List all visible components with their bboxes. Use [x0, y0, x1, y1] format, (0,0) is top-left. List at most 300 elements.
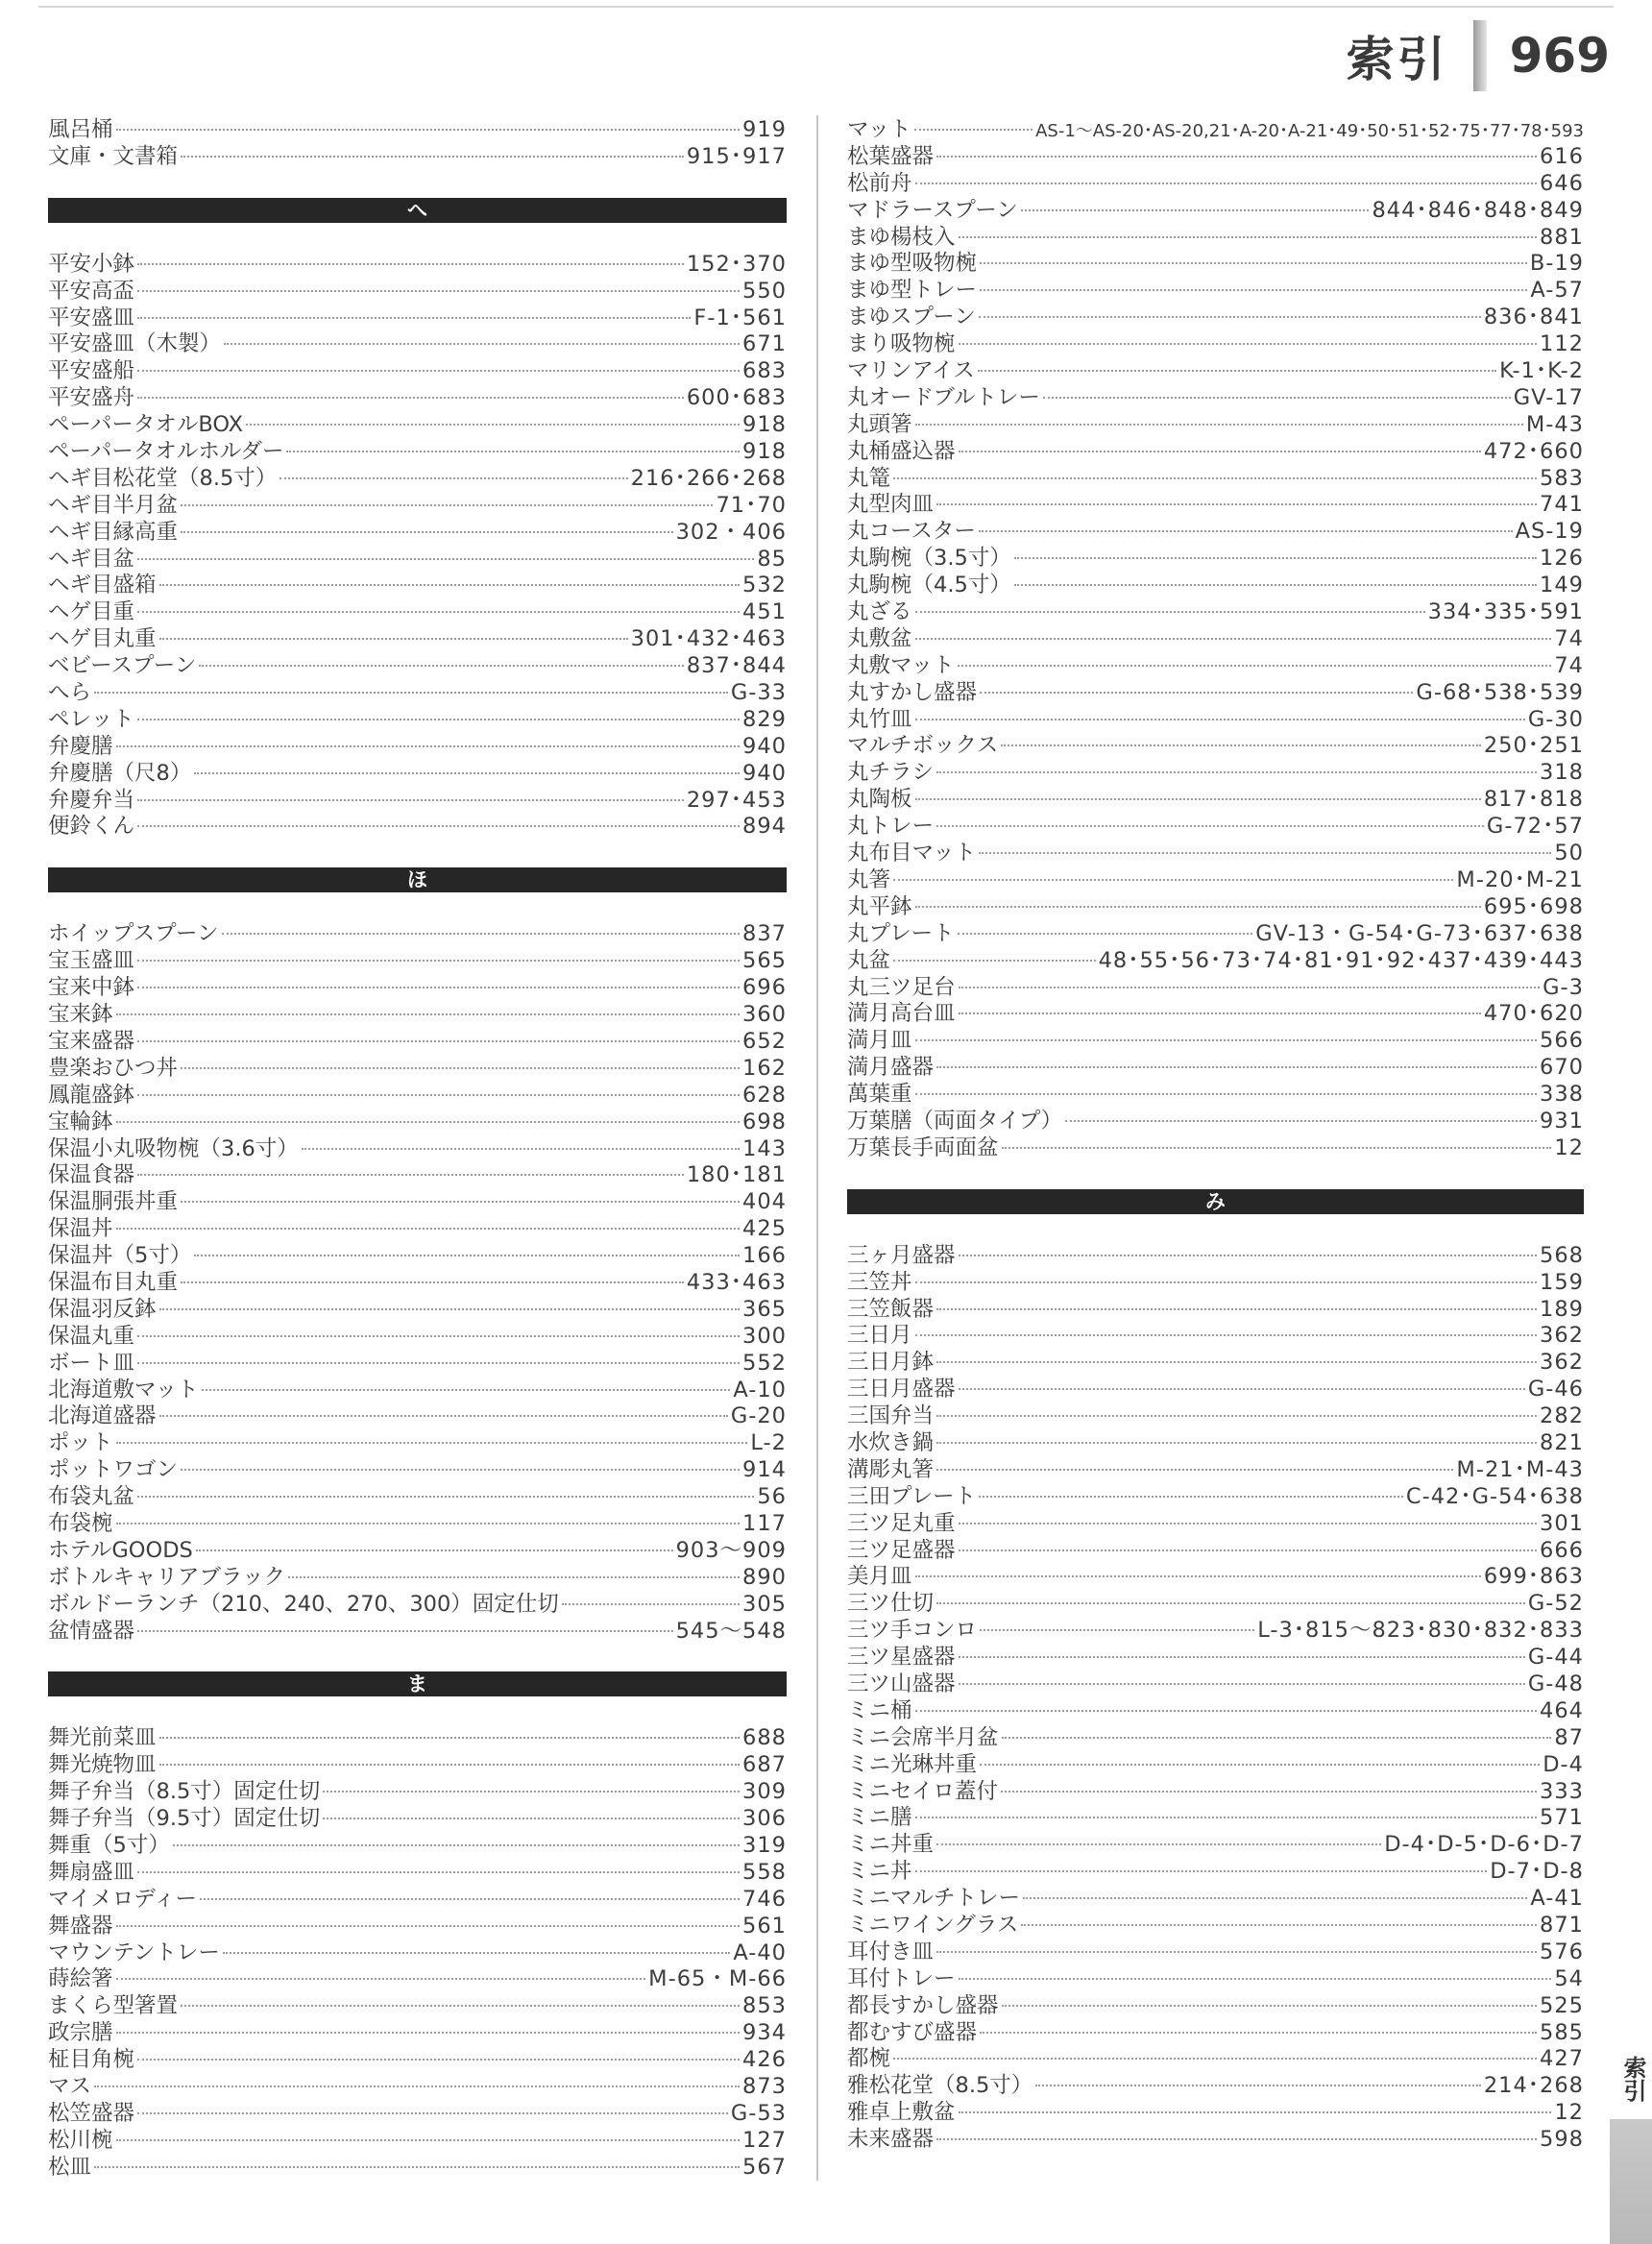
entry-pages: 696 [742, 975, 787, 1001]
dot-leader [223, 1952, 730, 1954]
index-entry [847, 1832, 1584, 1859]
entry-name: まゆ型吸物椀 [847, 251, 978, 277]
index-entry [48, 1619, 787, 1646]
entry-name: 政宗膳 [48, 2020, 113, 2046]
entry-pages: G-44 [1527, 1645, 1584, 1671]
entry-name: 未来盛器 [847, 2127, 935, 2153]
entry-pages: 890 [742, 1564, 787, 1590]
index-entry [48, 599, 787, 626]
index-entry [847, 492, 1584, 519]
entry-name: マス [48, 2074, 92, 2099]
entry-pages: 695･698 [1483, 893, 1584, 919]
index-entry [48, 412, 787, 439]
entry-name: 盆情盛器 [48, 1618, 135, 1644]
entry-name: 丸チラシ [847, 760, 935, 786]
index-entry [847, 841, 1584, 867]
entry-name: 弁慶弁当 [48, 787, 135, 813]
page-title: 索引 [1346, 31, 1448, 87]
dot-leader [116, 1925, 741, 1927]
entry-name: 雅松花堂（8.5寸） [847, 2073, 1033, 2099]
index-entry [48, 1725, 787, 1752]
index-entry-list [48, 921, 787, 1645]
entry-pages: 362 [1540, 1350, 1584, 1376]
entry-name: 柾目角椀 [48, 2047, 135, 2073]
entry-name: 丸トレー [847, 814, 935, 840]
index-entry [48, 1324, 787, 1351]
index-entry [847, 626, 1584, 653]
dot-leader [137, 1174, 684, 1176]
dot-leader [936, 825, 1484, 827]
index-entry [847, 519, 1584, 546]
index-entry [847, 546, 1584, 573]
entry-pages: 821 [1540, 1429, 1584, 1455]
dot-leader [915, 1710, 1538, 1712]
entry-pages: 112 [1540, 331, 1584, 357]
entry-pages: A-41 [1530, 1886, 1584, 1912]
entry-pages: C-42･G-54･638 [1405, 1483, 1584, 1509]
entry-name: 宝玉盛皿 [48, 948, 135, 974]
dot-leader [116, 1121, 741, 1123]
index-entry [48, 2155, 787, 2182]
dot-leader [893, 879, 1453, 881]
dot-leader [137, 558, 754, 560]
dot-leader [936, 2138, 1537, 2140]
entry-name: 三ツ星盛器 [847, 1645, 956, 1671]
side-index-tab[interactable] [1610, 2052, 1652, 2244]
dot-leader [915, 719, 1525, 720]
entry-pages: D-4･D-5･D-6･D-7 [1384, 1832, 1584, 1858]
entry-name: ホテルGOODS [48, 1537, 193, 1563]
dot-leader [936, 1469, 1453, 1471]
dot-leader [137, 799, 684, 801]
index-entry [48, 788, 787, 815]
entry-name: 雅卓上敷盆 [847, 2100, 956, 2126]
entry-name: 平安小鉢 [48, 251, 135, 277]
dot-leader [959, 1656, 1525, 1658]
dot-leader [914, 129, 1032, 131]
index-entry-list [48, 252, 787, 842]
entry-pages: 54 [1554, 1965, 1584, 1991]
dot-leader [202, 1389, 731, 1391]
entry-pages: 426 [742, 2047, 787, 2073]
index-entry [847, 466, 1584, 493]
dot-leader [181, 504, 713, 506]
dot-leader [94, 2085, 740, 2087]
entry-pages: 903～909 [675, 1537, 787, 1563]
entry-pages: D-7･D-8 [1490, 1859, 1584, 1885]
dot-leader [137, 1496, 754, 1498]
entry-pages: 152･370 [686, 251, 787, 277]
entry-name: 萬葉重 [847, 1082, 912, 1108]
entry-name: 水炊き鍋 [847, 1429, 935, 1455]
dot-leader [194, 772, 740, 774]
dot-leader [181, 531, 673, 533]
dot-leader [159, 1415, 728, 1417]
entry-name: 豊楽おひつ丼 [48, 1055, 179, 1081]
entry-pages: 671 [742, 331, 787, 357]
dot-leader [915, 424, 1523, 426]
index-entry [847, 251, 1584, 278]
section-header: ほ [48, 867, 787, 892]
dot-leader [1001, 744, 1481, 746]
index-entry [847, 760, 1584, 787]
dot-leader [1021, 1924, 1537, 1926]
entry-name: 舞子弁当（9.5寸）固定仕切 [48, 1806, 321, 1832]
entry-name: 保温丼（5寸） [48, 1243, 192, 1269]
entry-pages: 305 [742, 1591, 787, 1617]
entry-pages: 598 [1540, 2127, 1584, 2153]
column-divider [816, 115, 818, 2181]
entry-name: マルチボックス [847, 733, 999, 759]
dot-leader [137, 2059, 740, 2061]
entry-pages: 472･660 [1483, 438, 1584, 464]
entry-name: 北海道敷マット [48, 1377, 199, 1402]
index-entry [847, 1511, 1584, 1538]
entry-name: 松葉盛器 [847, 143, 935, 169]
entry-pages: 318 [1540, 760, 1584, 786]
dot-leader [915, 1575, 1481, 1577]
dot-leader [279, 477, 627, 479]
dot-leader [978, 370, 1496, 372]
dot-leader [137, 987, 740, 988]
index-entry [847, 733, 1584, 760]
entry-name: ミニマルチトレー [847, 1886, 1021, 1912]
entry-name: 便鈴くん [48, 814, 135, 840]
entry-name: ヘギ目盆 [48, 546, 135, 572]
index-entry [48, 1403, 787, 1430]
index-entry [847, 1645, 1584, 1671]
index-entry [847, 948, 1584, 975]
dot-leader [1001, 1791, 1537, 1793]
entry-name: ミニ丼 [847, 1859, 912, 1885]
entry-pages: 50 [1554, 841, 1584, 866]
entry-pages: 934 [742, 2020, 787, 2046]
entry-pages: 940 [742, 733, 787, 759]
entry-pages: 571 [1540, 1805, 1584, 1831]
entry-pages: M-65・M-66 [648, 1966, 787, 1992]
dot-leader [979, 316, 1481, 318]
dot-leader [980, 1764, 1540, 1766]
index-entry [48, 1351, 787, 1378]
dot-leader [936, 156, 1537, 158]
entry-name: 丸平鉢 [847, 893, 912, 919]
index-entry [48, 1860, 787, 1887]
dot-leader [959, 2111, 1552, 2113]
index-entry [847, 1966, 1584, 1993]
index-entry [847, 1270, 1584, 1297]
entry-name: 弁慶膳 [48, 733, 113, 759]
dot-leader [936, 771, 1537, 773]
index-entry [847, 1001, 1584, 1028]
index-entry [48, 975, 787, 1002]
index-entry-list [48, 1725, 787, 2181]
entry-pages: 616 [1540, 143, 1584, 169]
entry-name: 保温丸重 [48, 1323, 135, 1349]
entry-pages: 837 [742, 921, 787, 947]
entry-pages: 532 [742, 573, 787, 598]
index-entry [48, 252, 787, 279]
entry-pages: 301･432･463 [630, 626, 787, 652]
side-tab-label: 索引 [1619, 2056, 1647, 2102]
entry-pages: 699･863 [1483, 1564, 1584, 1590]
entry-name: 舞重（5寸） [48, 1832, 170, 1858]
entry-name: 三国弁当 [847, 1403, 935, 1429]
dot-leader [915, 611, 1425, 613]
index-entry [847, 1752, 1584, 1779]
entry-name: 舞光前菜皿 [48, 1725, 157, 1751]
entry-pages: 143 [742, 1135, 787, 1161]
entry-pages: 250･251 [1483, 733, 1584, 759]
dot-leader [893, 2058, 1537, 2060]
entry-pages: 74 [1554, 625, 1584, 651]
entry-name: まくら型箸置 [48, 1993, 179, 2019]
entry-pages: 646 [1540, 170, 1584, 196]
entry-name: 丸布目マット [847, 841, 977, 866]
entry-pages: 583 [1540, 465, 1584, 491]
index-entry [48, 1243, 787, 1270]
index-entry [48, 466, 787, 493]
entry-name: ホイップスプーン [48, 921, 219, 947]
entry-pages: 159 [1540, 1269, 1584, 1295]
entry-name: 三ヶ月盛器 [847, 1242, 956, 1268]
index-entry [48, 707, 787, 734]
dot-leader [959, 1523, 1538, 1524]
entry-pages: 306 [742, 1806, 787, 1832]
dot-leader [116, 1442, 748, 1444]
index-entry [847, 439, 1584, 466]
index-entry [847, 1457, 1584, 1484]
dot-leader [936, 503, 1537, 505]
entry-name: ミニ丼重 [847, 1832, 935, 1858]
dot-leader [181, 156, 684, 158]
entry-name: ヘギ目半月盆 [48, 492, 179, 518]
index-entry [847, 1591, 1584, 1618]
entry-pages: 425 [742, 1216, 787, 1242]
entry-pages: 915･917 [686, 143, 787, 169]
entry-pages: 56 [757, 1484, 787, 1510]
entry-pages: D-4 [1543, 1751, 1584, 1777]
dot-leader [980, 289, 1527, 291]
dot-leader [893, 960, 1096, 962]
entry-pages: 166 [742, 1243, 787, 1269]
index-entry [48, 1056, 787, 1083]
section-header: ま [48, 1671, 787, 1696]
entry-pages: 362 [1540, 1323, 1584, 1349]
index-entry [48, 1484, 787, 1511]
entry-name: 耳付き皿 [847, 1939, 935, 1964]
dot-leader [302, 1148, 740, 1150]
dot-leader [915, 906, 1481, 908]
entry-pages: 85 [757, 546, 787, 572]
index-entry [847, 867, 1584, 894]
index-entry [847, 975, 1584, 1002]
entry-pages: 126 [1540, 546, 1584, 572]
entry-name: ベビースプーン [48, 653, 197, 679]
entry-name: 平安盛皿（木製） [48, 331, 222, 357]
index-entry [847, 921, 1584, 948]
dot-leader [936, 1066, 1537, 1068]
entry-name: 文庫・文書箱 [48, 143, 179, 169]
dot-leader [959, 1549, 1538, 1551]
index-entry [48, 2074, 787, 2101]
index-entry [847, 198, 1584, 225]
entry-name: 北海道盛器 [48, 1403, 157, 1429]
dot-leader [200, 1898, 740, 1900]
entry-pages: 525 [1540, 1992, 1584, 2018]
entry-pages: 844･846･848･849 [1372, 197, 1584, 223]
entry-name: 松笠盛器 [48, 2100, 135, 2126]
entry-pages: 829 [742, 706, 787, 732]
index-entry-list [847, 117, 1584, 1162]
entry-pages: 836･841 [1483, 305, 1584, 330]
entry-name: ミニ光琳丼重 [847, 1751, 978, 1777]
dot-leader [915, 638, 1552, 640]
entry-pages: 12 [1554, 1134, 1584, 1160]
index-entry [847, 707, 1584, 734]
dot-leader [1035, 2085, 1481, 2086]
index-entry [48, 331, 787, 358]
entry-pages: 12 [1554, 2100, 1584, 2126]
index-entry [847, 1859, 1584, 1886]
entry-pages: 297･453 [686, 787, 787, 813]
dot-leader [137, 370, 740, 372]
index-entry [847, 117, 1584, 144]
entry-name: 三日月盛器 [847, 1377, 956, 1402]
entry-pages: L-3･815～823･830･832･833 [1257, 1618, 1584, 1644]
entry-name: 舞子弁当（8.5寸）固定仕切 [48, 1779, 321, 1805]
dot-leader [137, 1040, 740, 1042]
entry-name: 満月盛器 [847, 1055, 935, 1081]
entry-pages: 914 [742, 1457, 787, 1483]
entry-name: ボトルキャリアブラック [48, 1564, 286, 1590]
dot-leader [1065, 1120, 1537, 1122]
index-entry [48, 1806, 787, 1833]
entry-name: 保温小丸吸物椀（3.6寸） [48, 1135, 299, 1161]
entry-pages: 117 [742, 1510, 787, 1536]
entry-name: 保温羽反鉢 [48, 1296, 157, 1322]
entry-pages: 360 [742, 1002, 787, 1028]
dot-leader [137, 317, 691, 319]
entry-name: 丸竹皿 [847, 706, 912, 732]
dot-leader [246, 424, 740, 426]
entry-pages: 741 [1540, 492, 1584, 518]
entry-pages: 451 [742, 599, 787, 625]
index-entry [847, 358, 1584, 385]
index-entry [48, 948, 787, 975]
entry-name: 舞光焼物皿 [48, 1752, 157, 1778]
entry-name: 鳳龍盛鉢 [48, 1082, 135, 1108]
entry-name: 丸敷盆 [847, 625, 912, 651]
dot-leader [959, 1255, 1538, 1256]
entry-pages: G-68･538･539 [1416, 679, 1584, 705]
entry-name: ヘギ目盛箱 [48, 573, 157, 598]
entry-name: 丸桶盛込器 [847, 438, 956, 464]
entry-pages: 545～548 [675, 1618, 787, 1644]
dot-leader [199, 665, 683, 667]
dot-leader [959, 236, 1538, 238]
dot-leader [915, 798, 1481, 800]
entry-name: 風呂桶 [48, 117, 113, 142]
dot-leader [980, 692, 1413, 694]
entry-pages: GV-13・G-54･G-73･637･638 [1255, 920, 1584, 946]
entry-name: ヘギ目松花堂（8.5寸） [48, 465, 278, 491]
index-entry [847, 2020, 1584, 2047]
index-entry [48, 1029, 787, 1056]
entry-pages: 683 [742, 358, 787, 384]
dot-leader [137, 1630, 673, 1632]
dot-leader [116, 1978, 646, 1980]
dot-leader [137, 825, 740, 827]
entry-pages: 333 [1540, 1778, 1584, 1804]
entry-name: 宝来中鉢 [48, 975, 135, 1001]
index-entry [48, 626, 787, 653]
entry-name: マドラースプーン [847, 197, 1018, 223]
entry-pages: 688 [742, 1725, 787, 1751]
dot-leader [137, 719, 740, 720]
index-entry [48, 385, 787, 412]
entry-name: 丸篭 [847, 465, 891, 491]
entry-pages: 71･70 [716, 492, 787, 518]
dot-leader [959, 343, 1538, 345]
entry-name: 松川椀 [48, 2127, 113, 2153]
dot-leader [159, 638, 628, 640]
entry-name: 三ツ仕切 [847, 1591, 935, 1617]
entry-pages: 433･463 [686, 1269, 787, 1295]
dot-leader [979, 530, 1513, 532]
entry-name: まゆ楊枝入 [847, 224, 956, 250]
dot-leader [116, 129, 741, 131]
entry-name: 丸プレート [847, 920, 955, 946]
index-entry [847, 894, 1584, 921]
entry-name: 保温食器 [48, 1162, 135, 1188]
dot-leader [173, 1844, 740, 1846]
entry-pages: 853 [742, 1993, 787, 2019]
dot-leader [323, 1791, 740, 1793]
index-entry [48, 1430, 787, 1457]
index-entry [48, 1189, 787, 1216]
index-entry [847, 1564, 1584, 1591]
dot-leader [116, 745, 741, 747]
entry-pages: 558 [742, 1859, 787, 1885]
entry-pages: 300 [742, 1323, 787, 1349]
dot-leader [137, 1094, 740, 1096]
entry-name: 宝来盛器 [48, 1028, 135, 1054]
entry-pages: K-1･K-2 [1499, 358, 1584, 384]
dot-leader [915, 1281, 1538, 1283]
index-entry [847, 787, 1584, 814]
entry-pages: 74 [1554, 652, 1584, 678]
entry-pages: A-40 [733, 1939, 787, 1965]
entry-pages: 837･844 [686, 653, 787, 679]
dot-leader [181, 1067, 740, 1069]
entry-name: 満月高台皿 [847, 1001, 956, 1027]
dot-leader [288, 1576, 740, 1578]
index-entry [847, 278, 1584, 305]
index-entry [48, 439, 787, 466]
dot-leader [196, 1549, 673, 1551]
dot-leader [116, 2032, 741, 2034]
dot-leader [286, 451, 740, 452]
index-entry [48, 2101, 787, 2128]
index-entry [48, 305, 787, 332]
dot-leader [194, 1255, 740, 1256]
entry-pages: 918 [742, 412, 787, 438]
index-entry [847, 1671, 1584, 1698]
entry-pages: 404 [742, 1189, 787, 1215]
dot-leader [159, 1737, 741, 1739]
index-entry [847, 814, 1584, 841]
entry-pages: 873 [742, 2074, 787, 2099]
